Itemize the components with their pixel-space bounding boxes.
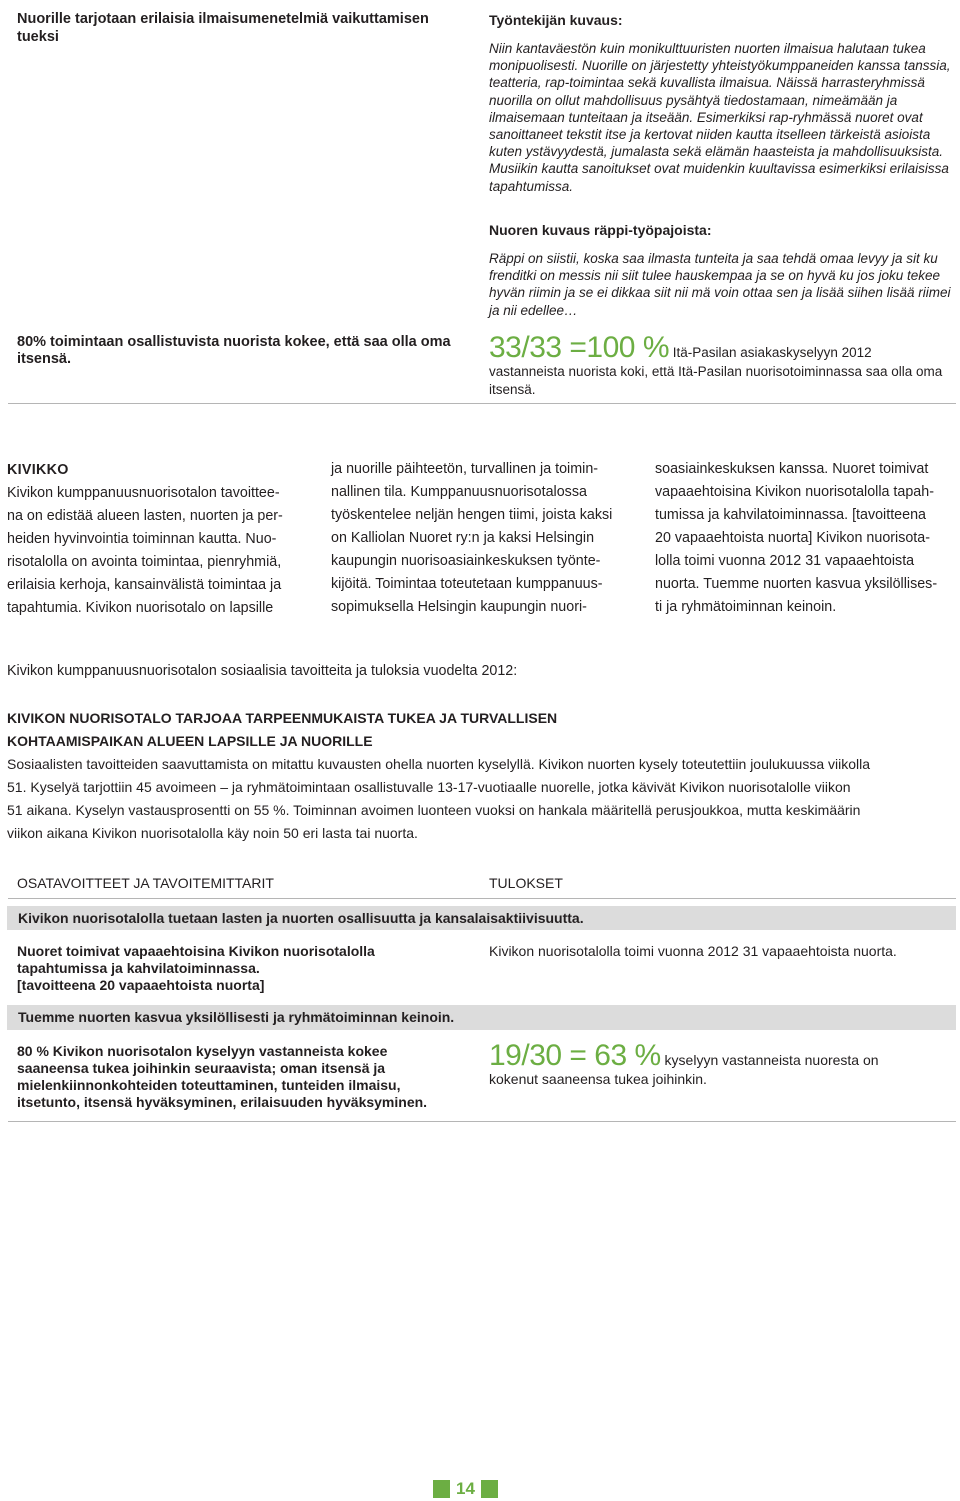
text-line: nallinen tila. Kumppanuusnuorisotalossa [331,484,587,500]
text-line: viikon aikana Kivikon nuorisotalolla käy noin 50 eri lasta tai nuorta. [7,825,418,841]
table-header-results: TULOKSET [489,875,563,891]
text-line: erilaisia kerhoja, kansainvälistä toimintaa ja [7,577,282,593]
text-line: vapaaehtoisina Kivikon nuorisotalolla tapah- [655,484,934,500]
row2-goal [17,1043,487,1111]
row1-result: Kivikon nuorisotalolla toimi vuonna 2012 31 vapaaehtoista nuorta. [489,943,897,959]
result-inline-text: Itä-Pasilan asiakaskyselyyn 2012 [672,345,872,360]
page-number: 14 [456,1479,475,1498]
text-line: kaupungin nuorisoasiainkeskuksen työnte- [331,553,601,569]
section-heading: Nuorille tarjotaan erilaisia ilmaisumenetelmiä vaikuttamisen tueksi [17,11,429,45]
text-line: nuorta. Tuemme nuorten kasvua yksilöllises- [655,576,938,592]
social-heading-line2: KOHTAAMISPAIKAN ALUEEN LAPSILLE JA NUORILLE [7,733,373,749]
text-line: ja nuorille päihteetön, turvallinen ja toimin- [331,461,599,477]
social-body [7,753,957,845]
text-line: ti ja ryhmätoiminnan keinoin. [655,599,837,615]
table-bottom-divider [8,1121,956,1122]
top-box-divider [8,403,956,404]
goal-80-percent: 80% toimintaan osallistuvista nuorista kokee, että saa olla oma itsensä. [17,334,451,367]
text-line: 51 aikana. Kyselyn vastausprosentti on 55 %. Toiminnan avoimen luonteen vuoksi on hankala määritellä perusjoukkoa, mutta keskimäärin [7,802,861,818]
kivikko-column-2 [331,458,641,619]
text-line: työskentelee neljän hengen tiimi, joista kaksi [331,507,613,523]
social-heading [7,707,557,753]
youth-description: Räppi on siistii, koska saa ilmasta tunteita ja saa tehdä omaa levyy ja sit ku frenditki on messis nii siit tulee hauskempaa ja se on hyvä ku jos joku tekee hyvän riimin ja se ei dikkaa siit nii mä voin ottaa sen ja lisää siihen lisää riimei ja nii edellee… [489,251,951,318]
row2-result-big-number: 19/30 = 63 % [489,1039,661,1072]
result-rest-text: vastanneista nuorista koki, että Itä-Pasilan nuorisotoiminnassa saa olla oma itsensä. [489,364,943,397]
kivikko-column-1 [7,458,307,620]
text-line: tapahtumia. Kivikon nuorisotalo on lapsille [7,600,274,616]
result-block [489,333,951,398]
text-line: tumissa ja kahvilatoiminnassa. [tavoitteena [655,507,926,523]
text-line: 51. Kyselyä tarjottiin 45 avoimeen – ja ryhmätoimintaan osallistuvalle 13-17-vuotiaalle nuorelle, jotka kävivät Kivikon nuorisotalolle viikon [7,779,851,795]
text-line: saaneensa tukea joihinkin seuraavista; oman itsensä ja [17,1060,386,1076]
result-big-number: 33/33 =100 % [489,331,669,364]
text-line: heiden hyvinvointia toiminnan kautta. Nuo- [7,531,277,547]
youth-heading: Nuoren kuvaus räppi-työpajoista: [489,222,712,238]
table-header-divider [8,898,956,899]
text-line: risotalolla on avointa toimintaa, pienryhmiä, [7,554,282,570]
green-square-left [433,1480,450,1498]
text-line: Sosiaalisten tavoitteiden saavuttamista on mitattu kuvausten ohella nuorten kyselyllä. Kivikon nuorten kysely toteutettiin joulukuussa viikolla [7,756,871,772]
text-line: mielenkiinnonkohteiden toteuttaminen, tunteiden ilmaisu, [17,1077,401,1093]
kivikko-heading: KIVIKKO [7,462,69,478]
social-heading-line1: KIVIKON NUORISOTALO TARJOAA TARPEENMUKAISTA TUKEA JA TURVALLISEN [7,710,558,726]
kivikko-column-3 [655,458,955,619]
kivikko-col1-text [7,482,307,620]
text-line: [tavoitteena 20 vapaaehtoista nuorta] [17,977,265,993]
text-line: tapahtumissa ja kahvilatoiminnassa. [17,960,260,976]
row2-result-rest: kokenut saaneensa tukea joihinkin. [489,1071,707,1087]
text-line: soasiainkeskuksen kanssa. Nuoret toimivat [655,461,929,477]
text-line: 80 % Kivikon nuorisotalon kyselyyn vastanneista kokee [17,1043,388,1059]
text-line: na on edistää alueen lasten, nuorten ja per- [7,508,283,524]
text-line: on Kalliolan Nuoret ry:n ja kaksi Helsingin [331,530,595,546]
social-intro: Kivikon kumppanuusnuorisotalon sosiaalisia tavoitteita ja tuloksia vuodelta 2012: [7,663,518,679]
row2-result [489,1041,951,1088]
text-line: kijöitä. Toimintaa toteutetaan kumppanuus- [331,576,603,592]
goal-band-2: Tuemme nuorten kasvua yksilöllisesti ja ryhmätoiminnan keinoin. [7,1005,956,1030]
row1-goal [17,943,477,994]
green-square-right [481,1480,498,1498]
table-header-goals: OSATAVOITTEET JA TAVOITEMITTARIT [17,875,274,891]
goal-band-1: Kivikon nuorisotalolla tuetaan lasten ja nuorten osallisuutta ja kansalaisaktiivisuutta. [7,906,956,930]
row2-result-inline: kyselyyn vastanneista nuoresta on [664,1052,879,1068]
text-line: lolla toimi vuonna 2012 31 vapaaehtoista [655,553,915,569]
page-number-block [433,1478,498,1500]
text-line: 20 vapaaehtoista nuorta] Kivikon nuorisota- [655,530,930,546]
text-line: itsetunto, itsensä hyväksyminen, erilaisuuden hyväksyminen. [17,1094,428,1110]
text-line: Nuoret toimivat vapaaehtoisina Kivikon nuorisotalolla [17,943,375,959]
text-line: sopimuksella Helsingin kaupungin nuori- [331,599,587,615]
text-line: Kivikon kumppanuusnuorisotalon tavoittee- [7,485,280,501]
employee-heading: Työntekijän kuvaus: [489,12,623,28]
employee-description: Niin kantaväestön kuin monikulttuuristen nuorten ilmaisua halutaan tukea monipuolisesti. Nuorille on järjestetty yhteistyökumppaneiden kanssa tanssia, teatteria, rap-toimintaa sekä kuvallista ilmaisua. Näissä harrasteryhmissä nuorilla on ollut mahdollisuus pysähtyä tiedostamaan, nimeämään ja ilmaisemaan tunteitaan ja itseään. Esimerkiksi rap-ryhmässä nuoret ovat sanoittaneet tekstit itse ja kertovat niiden kautta itselleen tärkeistä asioista kuten ystävyydestä, jumalasta sekä elämän haasteista ja mahdollisuuksista. Musiikin kautta sanoitukset ovat muidenkin kuultavissa esimerkiksi erilaisissa tapahtumissa. [489,41,951,194]
